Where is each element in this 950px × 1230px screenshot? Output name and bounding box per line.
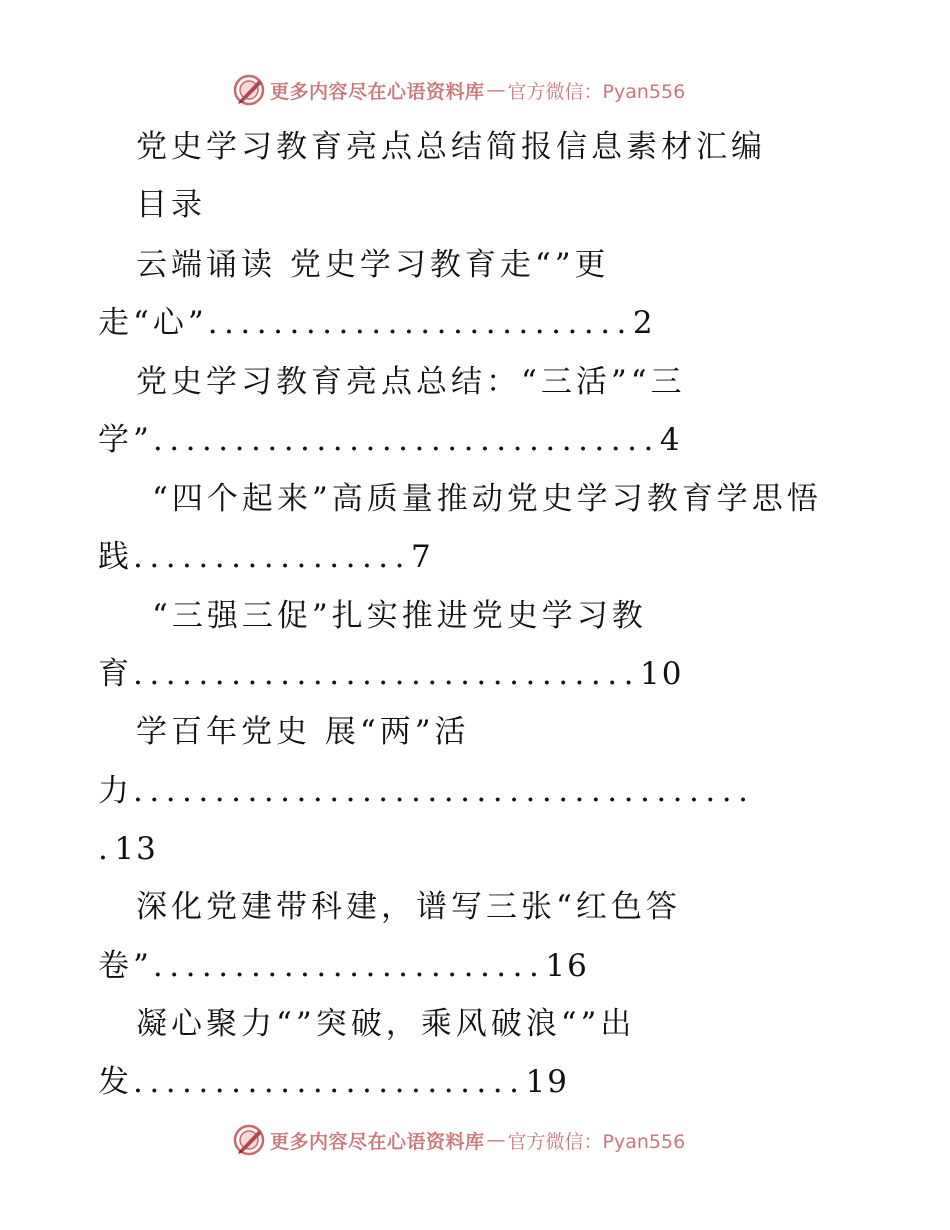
document-title: 党史学习教育亮点总结简报信息素材汇编 bbox=[136, 129, 766, 165]
toc-heading: 目录 bbox=[136, 187, 206, 223]
toc-entry-1-leader: .......................... bbox=[207, 305, 633, 341]
watermark-brand: 更多内容尽在心语资料库 bbox=[270, 80, 485, 103]
toc-entry-7-continuation bbox=[98, 1062, 569, 1102]
toc-entry-5-leader: ...................................... bbox=[133, 773, 755, 809]
toc-entry-5-leader-end: . bbox=[98, 831, 115, 867]
toc-entry-3-leader: ................. bbox=[133, 539, 412, 575]
watermark-dash: — bbox=[486, 79, 506, 101]
toc-entry-1-continuation bbox=[98, 303, 655, 343]
toc-entry-2-continuation bbox=[98, 420, 682, 460]
toc-entry-5-page-line bbox=[98, 829, 158, 869]
toc-entry-3-continuation bbox=[98, 537, 433, 577]
pen-logo-icon bbox=[232, 73, 266, 107]
watermark-suffix: 官方微信：Pyan556 bbox=[507, 80, 686, 103]
toc-entry-4-page: 10 bbox=[639, 656, 684, 692]
toc-entry-7-title-end: 发 bbox=[98, 1064, 133, 1100]
toc-entry-2-title-end: 学” bbox=[98, 422, 153, 458]
toc-entry-2-leader: ............................... bbox=[152, 422, 660, 458]
pen-logo-icon bbox=[232, 1123, 266, 1157]
toc-entry-4-continuation bbox=[98, 654, 683, 694]
watermark-banner-bottom bbox=[232, 1122, 752, 1158]
toc-entry-5-continuation bbox=[98, 771, 754, 811]
toc-entry-5-title: 学百年党史 展“两”活 bbox=[136, 714, 470, 750]
watermark-banner-top bbox=[232, 72, 752, 108]
toc-entry-6-leader: ........................ bbox=[152, 948, 546, 984]
toc-entry-6-title: 深化党建带科建，谱写三张“红色答 bbox=[136, 889, 681, 925]
watermark-suffix: 官方微信：Pyan556 bbox=[507, 1130, 686, 1153]
toc-entry-3-title: “四个起来”高质量推动党史学习教育学思悟 bbox=[152, 481, 822, 517]
toc-entry-6-continuation bbox=[98, 946, 589, 986]
watermark-brand: 更多内容尽在心语资料库 bbox=[270, 1130, 485, 1153]
toc-entry-6-page: 16 bbox=[545, 948, 589, 984]
toc-entry-4-title: “三强三促”扎实推进党史学习教 bbox=[152, 598, 647, 634]
toc-entry-7-page: 19 bbox=[525, 1064, 569, 1100]
watermark-dash: — bbox=[486, 1129, 506, 1151]
toc-entry-2-page: 4 bbox=[659, 422, 682, 458]
toc-entry-1-page: 2 bbox=[632, 305, 655, 341]
toc-entry-5-page: 13 bbox=[114, 831, 158, 867]
toc-entry-6-title-end: 卷” bbox=[98, 948, 153, 984]
toc-entry-4-title-end: 育 bbox=[98, 656, 133, 692]
toc-entry-7-leader: ........................ bbox=[133, 1064, 526, 1100]
toc-entry-7-title: 凝心聚力“”突破，乘风破浪“”出 bbox=[136, 1006, 636, 1042]
toc-entry-2-title: 党史学习教育亮点总结：“三活”“三 bbox=[136, 364, 686, 400]
toc-entry-5-title-end: 力 bbox=[98, 773, 133, 809]
toc-entry-1-title-end: 走“心” bbox=[98, 305, 208, 341]
toc-entry-1-title: 云端诵读 党史学习教育走“”更 bbox=[136, 247, 610, 283]
toc-entry-3-page: 7 bbox=[411, 539, 433, 575]
toc-entry-4-leader: ............................... bbox=[133, 656, 640, 692]
toc-entry-3-title-end: 践 bbox=[98, 539, 133, 575]
